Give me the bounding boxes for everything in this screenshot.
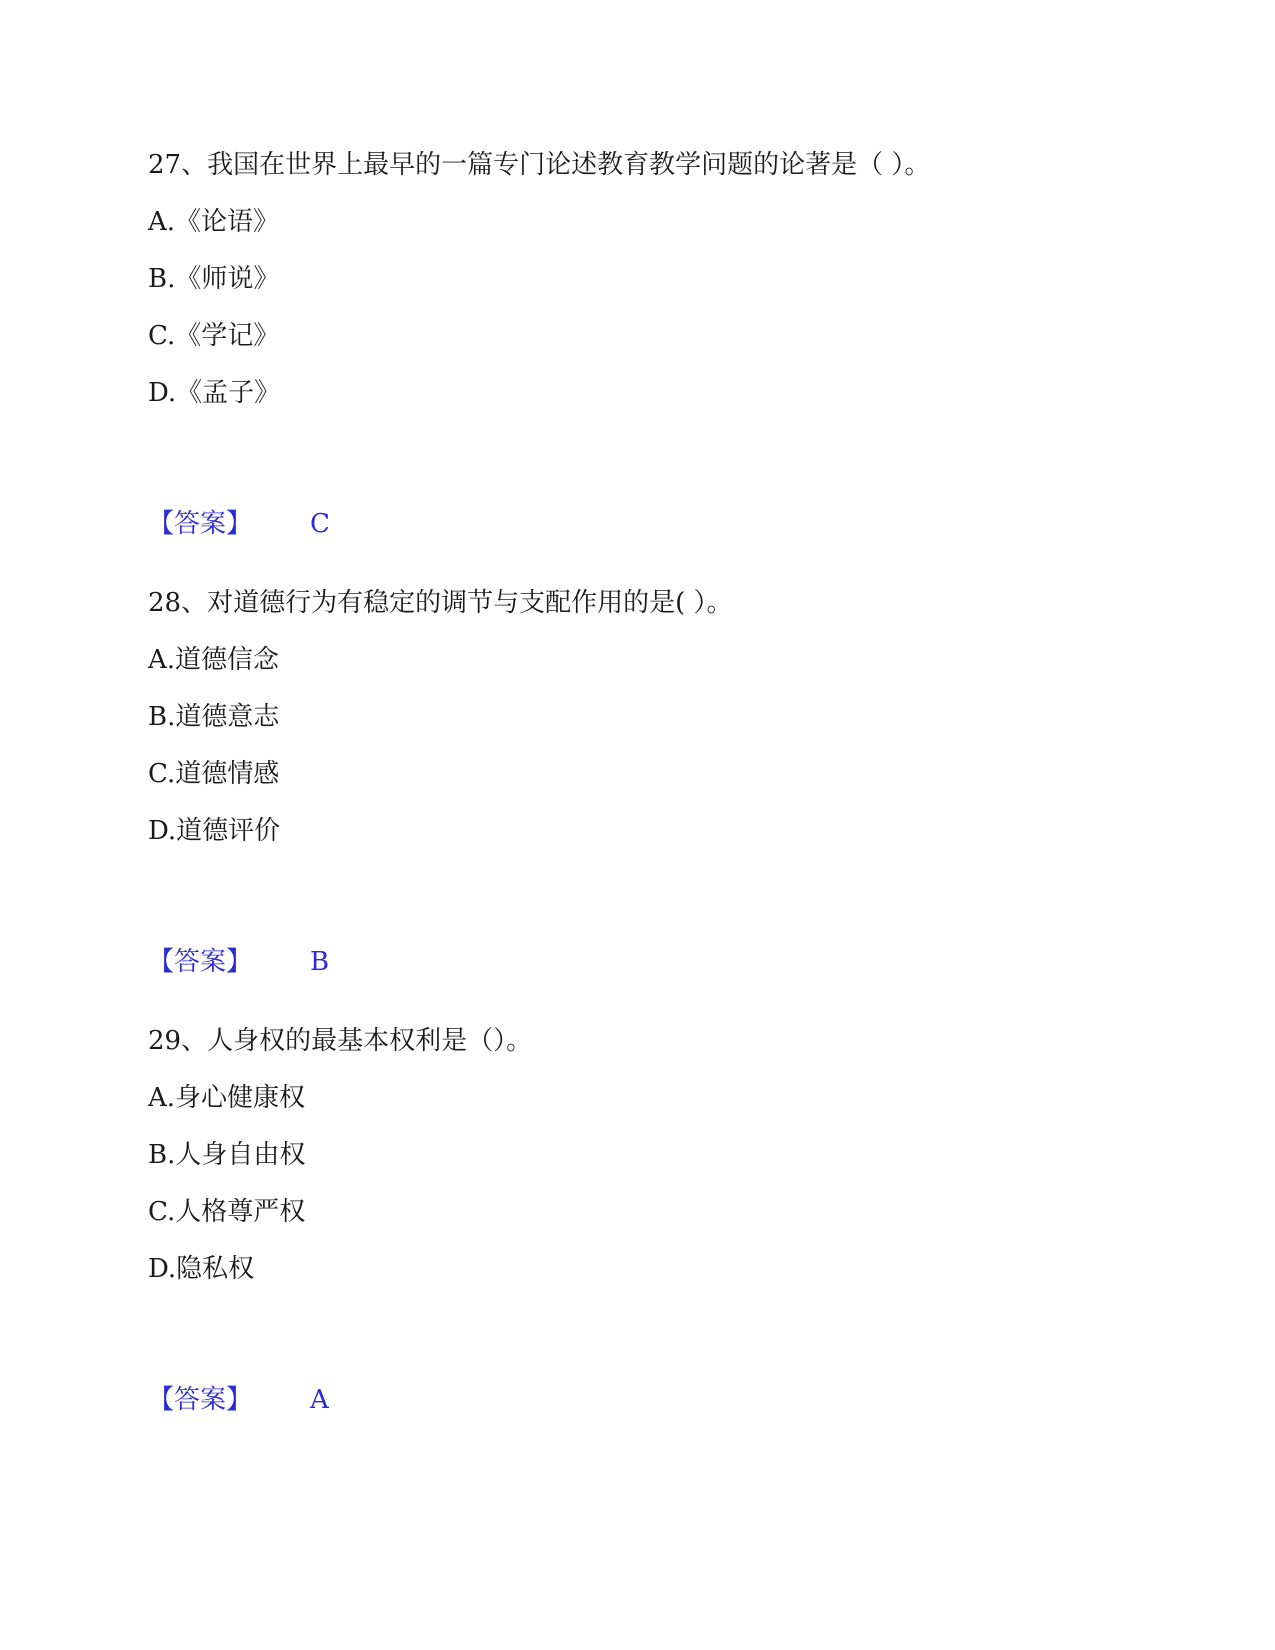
answer-line <box>148 1383 1148 1417</box>
option-b: B.人身自由权 <box>148 1140 306 1170</box>
option-list <box>148 1081 1148 1286</box>
answer-value: C <box>310 509 330 539</box>
option-d: D.道德评价 <box>148 816 281 846</box>
option-c: C.人格尊严权 <box>148 1197 306 1227</box>
question-27 <box>148 148 1148 541</box>
option-a: A.身心健康权 <box>148 1083 306 1113</box>
answer-value: B <box>310 947 330 977</box>
option-a: A.《论语》 <box>148 207 280 237</box>
question-stem: 29、人身权的最基本权利是（）。 <box>148 1026 533 1056</box>
question-28 <box>148 586 1148 979</box>
answer-label: 【答案】 <box>148 509 253 539</box>
option-c: C.《学记》 <box>148 321 280 351</box>
answer-value: A <box>310 1385 329 1415</box>
option-a: A.道德信念 <box>148 645 280 675</box>
option-c: C.道德情感 <box>148 759 280 789</box>
question-29 <box>148 1024 1148 1417</box>
question-stem: 27、我国在世界上最早的一篇专门论述教育教学问题的论著是（ ）。 <box>148 150 931 180</box>
answer-label: 【答案】 <box>148 1385 253 1415</box>
option-b: B.道德意志 <box>148 702 280 732</box>
option-d: D.隐私权 <box>148 1254 255 1284</box>
option-d: D.《孟子》 <box>148 378 281 408</box>
option-b: B.《师说》 <box>148 264 280 294</box>
option-list <box>148 643 1148 848</box>
answer-label: 【答案】 <box>148 947 253 977</box>
answer-line <box>148 945 1148 979</box>
question-stem: 28、对道德行为有稳定的调节与支配作用的是( ）。 <box>148 588 733 618</box>
option-list <box>148 205 1148 410</box>
answer-line <box>148 507 1148 541</box>
